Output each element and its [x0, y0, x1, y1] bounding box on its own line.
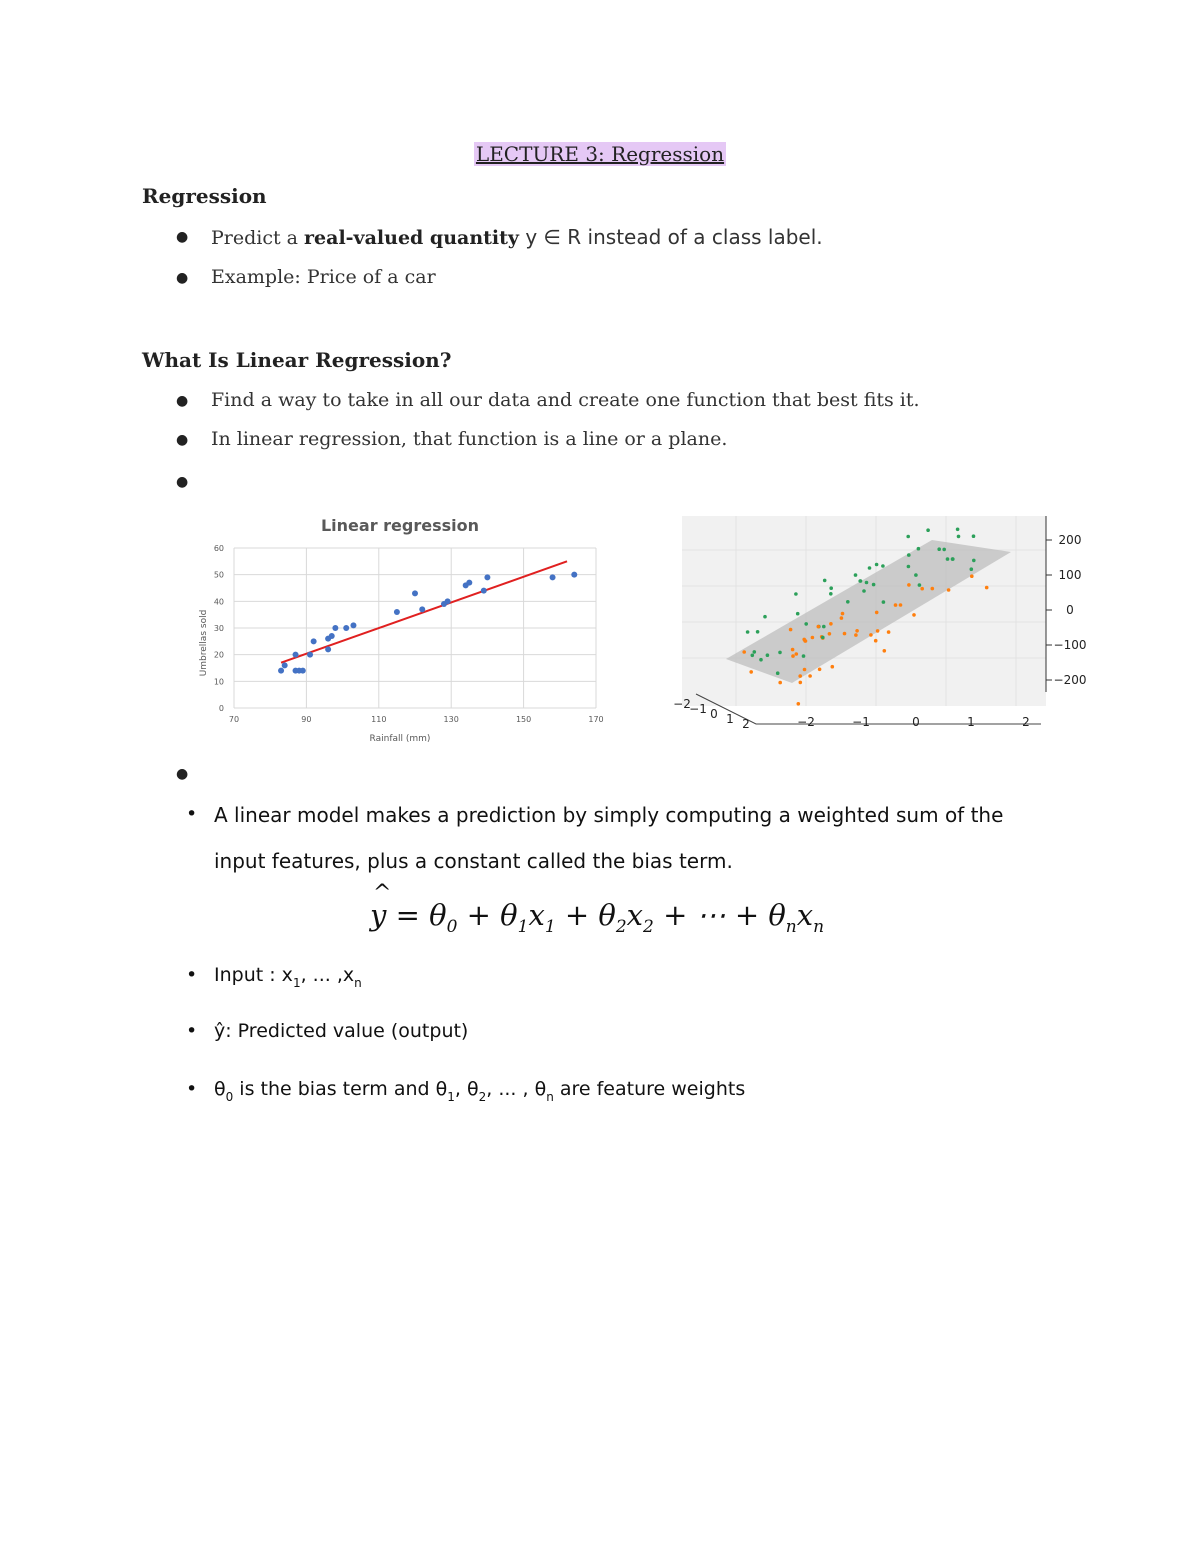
data-point-3d — [799, 681, 803, 685]
z-tick-label: −200 — [1053, 673, 1087, 687]
data-point-3d — [749, 670, 753, 674]
x-tick-label: 0 — [912, 715, 920, 729]
y-tick-label: 0 — [710, 707, 718, 721]
data-point-3d — [942, 548, 946, 552]
data-point — [484, 574, 490, 580]
data-point-3d — [970, 574, 974, 578]
data-point-3d — [843, 632, 847, 636]
bullet-dot-empty: ● — [176, 766, 189, 782]
data-point-3d — [899, 603, 903, 607]
bullet-find-function: Find a way to take in all our data and create one function that best fits it. — [211, 389, 920, 411]
x-tick-label: −2 — [797, 715, 815, 729]
data-point-3d — [883, 649, 887, 653]
data-point-3d — [823, 579, 827, 583]
data-point-3d — [918, 583, 922, 587]
data-point — [571, 572, 577, 578]
trend-line — [281, 561, 567, 662]
x-tick-label: 110 — [371, 715, 387, 724]
data-point — [445, 598, 451, 604]
data-point-3d — [822, 625, 826, 629]
data-point-3d — [946, 557, 950, 561]
data-point — [332, 625, 338, 631]
data-point-3d — [811, 636, 815, 640]
data-point-3d — [818, 668, 822, 672]
data-point — [466, 580, 472, 586]
x-tick-label: 2 — [1022, 715, 1030, 729]
bullet-dot: ● — [176, 393, 189, 409]
data-point-3d — [802, 654, 806, 658]
data-point-3d — [841, 612, 845, 616]
x-tick-label: 170 — [588, 715, 604, 724]
data-point-3d — [791, 648, 795, 652]
data-point-3d — [804, 622, 808, 626]
data-point-3d — [865, 581, 869, 585]
bullet-dot: ● — [176, 432, 189, 448]
y-tick-label: 10 — [213, 677, 224, 687]
z-tick-label: 200 — [1058, 533, 1082, 547]
data-point-3d — [951, 557, 955, 561]
data-point-3d — [920, 587, 924, 591]
y-tick-label: 0 — [218, 704, 224, 713]
data-point-3d — [947, 588, 951, 592]
data-point — [278, 668, 284, 674]
data-point-3d — [972, 534, 976, 538]
data-point-3d — [874, 639, 878, 643]
y-tick-label: 2 — [742, 717, 750, 731]
data-point-3d — [829, 586, 833, 590]
bullet-dot: ● — [176, 229, 189, 245]
y-tick-label: 60 — [213, 544, 224, 553]
y-tick-label: −1 — [689, 702, 707, 716]
data-point-3d — [753, 650, 757, 654]
data-point-3d — [858, 579, 862, 583]
bullet-dot-empty: ● — [176, 474, 189, 490]
data-point-3d — [972, 559, 976, 563]
data-point-3d — [876, 629, 880, 633]
y-tick-label: −2 — [673, 697, 691, 711]
data-point-3d — [854, 573, 858, 577]
data-point-3d — [808, 674, 812, 678]
data-point-3d — [956, 528, 960, 532]
plane-regression-chart — [666, 512, 1096, 744]
data-point-3d — [846, 600, 850, 604]
data-point — [412, 590, 418, 596]
data-point — [550, 574, 556, 580]
data-point-3d — [742, 650, 746, 654]
data-point — [325, 646, 331, 652]
data-point-3d — [778, 681, 782, 685]
bullet-real-valued: Predict a real-valued quantity y ∈ R instead of a class label. — [211, 225, 823, 249]
data-point — [481, 588, 487, 594]
y-tick-label: 40 — [213, 597, 224, 607]
section-heading-linear-regression: What Is Linear Regression? — [142, 348, 452, 372]
data-point-3d — [868, 566, 872, 570]
data-point-3d — [829, 622, 833, 626]
data-point-3d — [766, 653, 770, 657]
data-point-3d — [789, 628, 793, 632]
x-tick-label: 1 — [967, 715, 975, 729]
data-point-3d — [917, 547, 921, 551]
data-point-3d — [803, 668, 807, 672]
data-point-3d — [821, 636, 825, 640]
linear-model-line2: input features, plus a constant called the bias term. — [214, 849, 733, 873]
x-tick-label: 70 — [228, 715, 240, 724]
yhat-definition: ŷ: Predicted value (output) — [214, 1020, 469, 1042]
data-point — [329, 633, 335, 639]
z-tick-label: −100 — [1053, 638, 1087, 652]
chart-title: Linear regression — [320, 516, 480, 535]
data-point-3d — [796, 612, 800, 616]
data-point-3d — [887, 630, 891, 634]
data-point-3d — [791, 654, 795, 658]
y-tick-label: 50 — [213, 570, 224, 580]
data-point-3d — [872, 583, 876, 587]
data-point-3d — [907, 565, 911, 569]
data-point-3d — [831, 665, 835, 669]
page-title: LECTURE 3: Regression — [475, 142, 725, 166]
data-point-3d — [907, 583, 911, 587]
x-tick-label: 150 — [515, 715, 532, 724]
data-point — [311, 638, 317, 644]
data-point-3d — [894, 603, 898, 607]
y-axis-label: Umbrellas sold — [199, 609, 209, 677]
bullet-line-or-plane: In linear regression, that function is a line or a plane. — [211, 428, 728, 450]
data-point-3d — [854, 633, 858, 637]
input-definition: Input : $x_1$, ... $,x_n$ — [214, 964, 362, 990]
data-point-3d — [906, 535, 910, 539]
bullet-dot: • — [186, 1020, 198, 1042]
data-point-3d — [862, 589, 866, 593]
data-point-3d — [751, 654, 755, 658]
z-tick-label: 0 — [1066, 603, 1074, 617]
data-point-3d — [794, 592, 798, 596]
linear-regression-chart — [192, 508, 608, 748]
y-tick-label: 1 — [726, 712, 734, 726]
x-tick-label: 90 — [301, 715, 312, 724]
data-point-3d — [957, 535, 961, 539]
data-point-3d — [875, 611, 879, 615]
data-point-3d — [907, 553, 911, 557]
data-point-3d — [914, 573, 918, 577]
data-point-3d — [802, 638, 806, 642]
z-tick-label: 100 — [1058, 568, 1082, 582]
data-point — [343, 625, 349, 631]
data-point-3d — [931, 587, 935, 591]
data-point-3d — [778, 651, 782, 655]
data-point-3d — [855, 629, 859, 633]
section-heading-regression: Regression — [142, 184, 267, 208]
data-point — [307, 652, 313, 658]
data-point-3d — [869, 633, 873, 637]
data-point-3d — [798, 674, 802, 678]
bullet-dot: • — [186, 964, 198, 986]
bullet-dot: • — [186, 803, 198, 825]
y-tick-label: 20 — [213, 650, 224, 660]
data-point-3d — [828, 632, 832, 636]
data-point — [394, 609, 400, 615]
data-point-3d — [912, 613, 916, 617]
data-point-3d — [756, 630, 760, 634]
data-point-3d — [875, 563, 879, 567]
data-point — [300, 668, 306, 674]
bullet-dot: ● — [176, 270, 189, 286]
data-point-3d — [926, 528, 930, 532]
data-point — [419, 606, 425, 612]
linear-model-formula: ^ $y = \theta_0 + \theta_1x_1 + \theta_2x_2$ + ⋯ + $\theta_nx_n$ — [370, 898, 824, 937]
data-point-3d — [881, 564, 885, 568]
data-point-3d — [817, 625, 821, 629]
x-tick-label: 130 — [443, 715, 459, 724]
linear-model-line1: A linear model makes a prediction by simply computing a weighted sum of the — [214, 803, 1004, 827]
data-point-3d — [763, 615, 767, 619]
data-point-3d — [937, 547, 941, 551]
bullet-example: Example: Price of a car — [211, 266, 436, 288]
data-point-3d — [746, 630, 750, 634]
data-point-3d — [970, 567, 974, 571]
data-point-3d — [985, 586, 989, 590]
y-tick-label: 30 — [213, 624, 224, 633]
bullet-dot: • — [186, 1078, 198, 1100]
data-point — [282, 662, 288, 668]
data-point-3d — [829, 592, 833, 596]
data-point-3d — [776, 671, 780, 675]
x-tick-label: −1 — [852, 715, 870, 729]
data-point-3d — [882, 600, 886, 604]
data-point-3d — [795, 652, 799, 656]
data-point-3d — [759, 658, 763, 662]
data-point-3d — [797, 702, 801, 706]
data-point-3d — [840, 616, 844, 620]
data-point — [350, 622, 356, 628]
theta-definition: $\theta_0$ is the bias term and $\theta_1$, $\theta_2$, ... , $\theta_n$ are feature weights — [214, 1078, 746, 1104]
data-point — [293, 652, 299, 658]
x-axis-label: Rainfall (mm) — [369, 734, 431, 744]
